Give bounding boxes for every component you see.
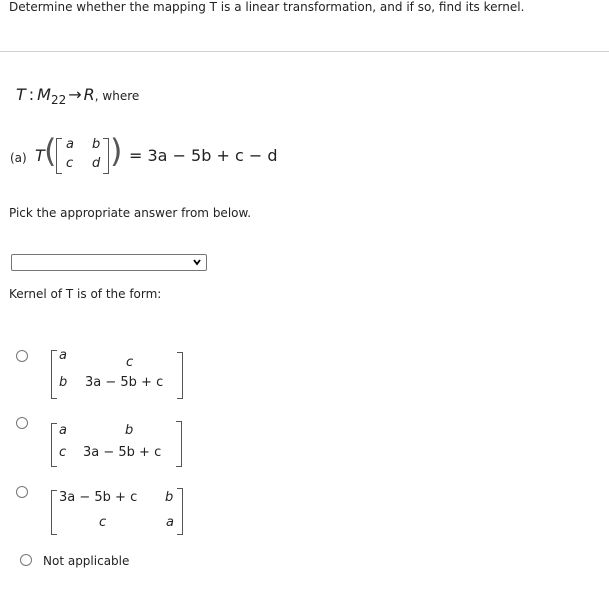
option-3-cell-2: b [165, 490, 174, 505]
option-1-cell-4: 3a − 5b + c [85, 375, 164, 390]
divider [0, 51, 609, 52]
matrix-d: d [92, 156, 101, 171]
option-2-cell-1: a [59, 423, 67, 438]
option-3-right-bracket [177, 488, 183, 535]
mapping-definition: T : $M_{22} \to R$, where [16, 85, 140, 107]
option-1-right-bracket [177, 352, 183, 399]
function-t: T [35, 146, 45, 165]
radio-option-not-applicable[interactable] [20, 554, 32, 566]
matrix-left-bracket [56, 138, 62, 174]
option-3-cell-4: a [166, 515, 174, 530]
option-2-cell-3: c [59, 445, 67, 460]
option-1-left-bracket [51, 350, 57, 399]
option-1-cell-2: c [126, 355, 134, 370]
radio-option-1[interactable] [16, 350, 28, 362]
option-1-cell-3: b [59, 375, 68, 390]
option-3-left-bracket [51, 490, 57, 535]
matrix-right-bracket [103, 138, 109, 174]
option-3-cell-3: c [99, 515, 107, 530]
matrix-b: b [92, 137, 101, 152]
option-3-cell-1: 3a − 5b + c [59, 490, 138, 505]
radio-option-2[interactable] [16, 417, 28, 429]
chevron-down-icon [192, 257, 202, 267]
option-2-cell-2: b [125, 423, 134, 438]
matrix-c: c [66, 156, 74, 171]
right-paren: ) [110, 132, 123, 170]
option-1-cell-1: a [59, 348, 67, 363]
equation-rhs: = 3a − 5b + c − d [129, 146, 278, 165]
kernel-label: Kernel of T is of the form: [9, 287, 162, 301]
option-2-right-bracket [176, 421, 182, 467]
question-text: Determine whether the mapping T is a linear transformation, and if so, find its kernel. [9, 0, 525, 14]
answer-select[interactable] [11, 254, 207, 271]
part-label: (a) [10, 151, 27, 165]
left-paren: ( [44, 132, 57, 170]
matrix-a: a [66, 137, 74, 152]
option-2-left-bracket [51, 423, 57, 467]
instruction-text: Pick the appropriate answer from below. [9, 206, 252, 220]
option-2-cell-4: 3a − 5b + c [83, 445, 162, 460]
radio-option-3[interactable] [16, 486, 28, 498]
not-applicable-label[interactable]: Not applicable [43, 554, 130, 568]
